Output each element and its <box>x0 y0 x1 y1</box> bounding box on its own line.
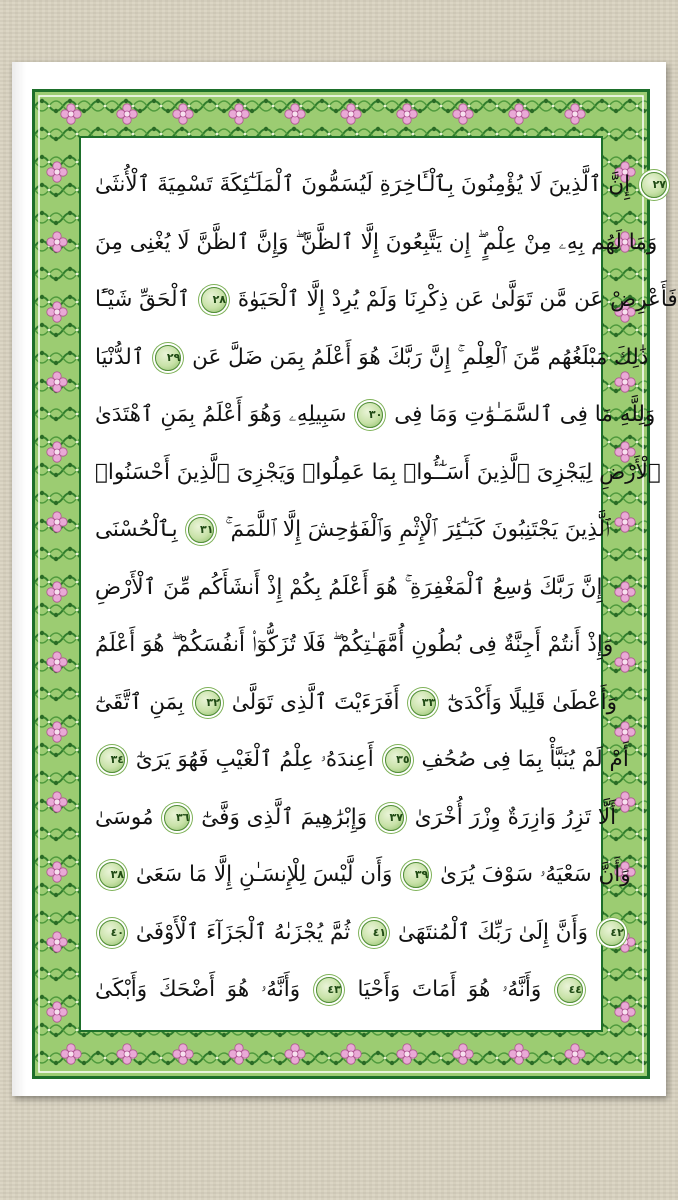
ayah-number-marker: ٤٠ <box>99 920 125 946</box>
verse-line <box>95 616 614 674</box>
ayah-number-marker: ٤٢ <box>599 920 625 946</box>
verse-line <box>95 271 678 329</box>
verse-text: وَأَنَّهُۥ هُوَ أَمَاتَ وَأَحْيَا <box>357 977 542 1002</box>
verse-line <box>95 731 629 789</box>
verse-text: ٱلْحَقِّ شَيْـًٔا <box>95 287 191 312</box>
verse-text: ذَٰلِكَ مَبْلَغُهُم مِّنَ ٱلْعِلْمِ ۚ إِنَّ رَبَّكَ هُوَ أَعْلَمُ بِمَن ضَلَّ عَن <box>192 344 649 370</box>
verse-line <box>95 961 587 1019</box>
verse-text: مُوسَىٰ <box>95 804 154 830</box>
ayah-number-marker: ٣١ <box>188 517 214 543</box>
verse-text: إِنَّ ٱلَّذِينَ لَا يُؤْمِنُونَ بِٱلْـَٔاخِرَةِ لَيُسَمُّونَ ٱلْمَلَـٰٓئِكَةَ تَسْمِيَةَ ٱلْأُنثَىٰ <box>95 172 631 197</box>
ayah-number-marker: ٣٢ <box>195 690 221 716</box>
verse-text: أَمْ لَمْ يُنَبَّأْ بِمَا فِى صُحُفِ <box>421 747 629 772</box>
ayah-number-marker: ٣٤ <box>99 747 125 773</box>
ayah-number-marker: ٢٩ <box>155 345 181 371</box>
verse-text: وَأَعْطَىٰ قَلِيلًا وَأَكْدَىٰٓ <box>447 689 618 715</box>
verse-text: ثُمَّ يُجْزَىٰهُ ٱلْجَزَآءَ ٱلْأَوْفَىٰ <box>135 919 351 945</box>
verse-text: وَأَن لَّيْسَ لِلْإِنسَـٰنِ إِلَّا مَا سَعَىٰ <box>135 862 393 887</box>
verse-line <box>95 386 656 444</box>
verse-text: إِنَّ رَبَّكَ وَٰسِعُ ٱلْمَغْفِرَةِ ۚ هُوَ أَعْلَمُ بِكُمْ إِذْ أَنشَأَكُم مِّنَ ٱلْأَرْضِ <box>95 574 603 600</box>
verse-text: ٱلدُّنْيَا <box>95 344 145 370</box>
ornamental-frame <box>32 89 678 1079</box>
verse-text: أَلَّا تَزِرُ وَازِرَةٌ وِزْرَ أُخْرَىٰ <box>414 804 617 830</box>
verse-text: وَأَنَّ إِلَىٰ رَبِّكَ ٱلْمُنتَهَىٰ <box>397 919 588 945</box>
ayah-number-marker: ٣٥ <box>385 747 411 773</box>
text-panel <box>79 136 678 1032</box>
verse-text: بِمَنِ ٱتَّقَىٰٓ <box>95 689 184 715</box>
ayah-number-marker: ٣٩ <box>403 862 429 888</box>
ayah-number-marker: ٣٠ <box>357 402 383 428</box>
ayah-number-marker: ٤٤ <box>557 977 583 1003</box>
ayah-number-marker: ٤٣ <box>316 977 342 1003</box>
verse-line <box>95 329 649 387</box>
verse-line <box>95 559 603 617</box>
verse-lines <box>95 156 678 1019</box>
verse-text: سَبِيلِهِۦ وَهُوَ أَعْلَمُ بِمَنِ ٱهْتَدَىٰ <box>95 402 347 427</box>
verse-text: وَإِبْرَٰهِيمَ ٱلَّذِى وَفَّىٰٓ <box>201 804 368 830</box>
verse-text: ٱلَّذِينَ يَجْتَنِبُونَ كَبَـٰٓئِرَ ٱلْإِثْمِ وَٱلْفَوَٰحِشَ إِلَّا ٱللَّمَمَ ۚ <box>225 517 610 542</box>
verse-line <box>95 674 618 732</box>
verse-text: بِٱلْحُسْنَى <box>95 517 178 542</box>
verse-text: وَأَنَّهُۥ هُوَ أَضْحَكَ وَأَبْكَىٰ <box>95 977 301 1002</box>
verse-line <box>95 501 610 559</box>
verse-line <box>95 846 631 904</box>
verse-text: ٱلْأَرْضِ لِيَجْزِىَ ٱلَّذِينَ أَسَـٰٓـُٔوا۟ بِمَا عَمِلُوا۟ وَيَجْزِىَ ٱلَّذِينَ أَحْسَنُوا۟ <box>95 459 661 485</box>
ayah-number-marker: ٤١ <box>361 920 387 946</box>
ayah-number-marker: ٣٧ <box>378 805 404 831</box>
verse-text: أَفَرَءَيْتَ ٱلَّذِى تَوَلَّىٰ <box>231 689 400 715</box>
verse-text: وَإِذْ أَنتُمْ أَجِنَّةٌ فِى بُطُونِ أُمَّهَـٰتِكُمْ ۖ فَلَا تُزَكُّوٓا۟ أَنفُسَكُمْ ۖ هُوَ أَعْلَمُ <box>95 632 614 657</box>
ayah-number-marker: ٢٧ <box>641 172 667 198</box>
verse-line <box>95 789 617 847</box>
ayah-number-marker: ٣٣ <box>410 690 436 716</box>
ayah-number-marker: ٣٦ <box>164 805 190 831</box>
verse-line <box>95 156 667 214</box>
verse-text: وَمَا لَهُم بِهِۦ مِنْ عِلْمٍ ۖ إِن يَتَّبِعُونَ إِلَّا ٱلظَّنَّ ۖ وَإِنَّ ٱلظَّنَّ لَا يُغْنِى مِنَ <box>95 229 658 255</box>
verse-line <box>95 444 661 502</box>
verse-line <box>95 904 624 962</box>
ayah-number-marker: ٢٨ <box>201 287 227 313</box>
verse-text: أَعِندَهُۥ عِلْمُ ٱلْغَيْبِ فَهُوَ يَرَىٰٓ <box>135 747 374 772</box>
verse-text: وَلِلَّهِ مَا فِى ٱلسَّمَـٰوَٰتِ وَمَا فِى <box>394 402 656 427</box>
verse-text: فَأَعْرِضْ عَن مَّن تَوَلَّىٰ عَن ذِكْرِنَا وَلَمْ يُرِدْ إِلَّا ٱلْحَيَوٰةَ <box>237 287 678 312</box>
ayah-number-marker: ٣٨ <box>99 862 125 888</box>
verse-text: وَأَنَّ سَعْيَهُۥ سَوْفَ يُرَىٰ <box>440 862 631 887</box>
verse-line <box>95 214 658 272</box>
